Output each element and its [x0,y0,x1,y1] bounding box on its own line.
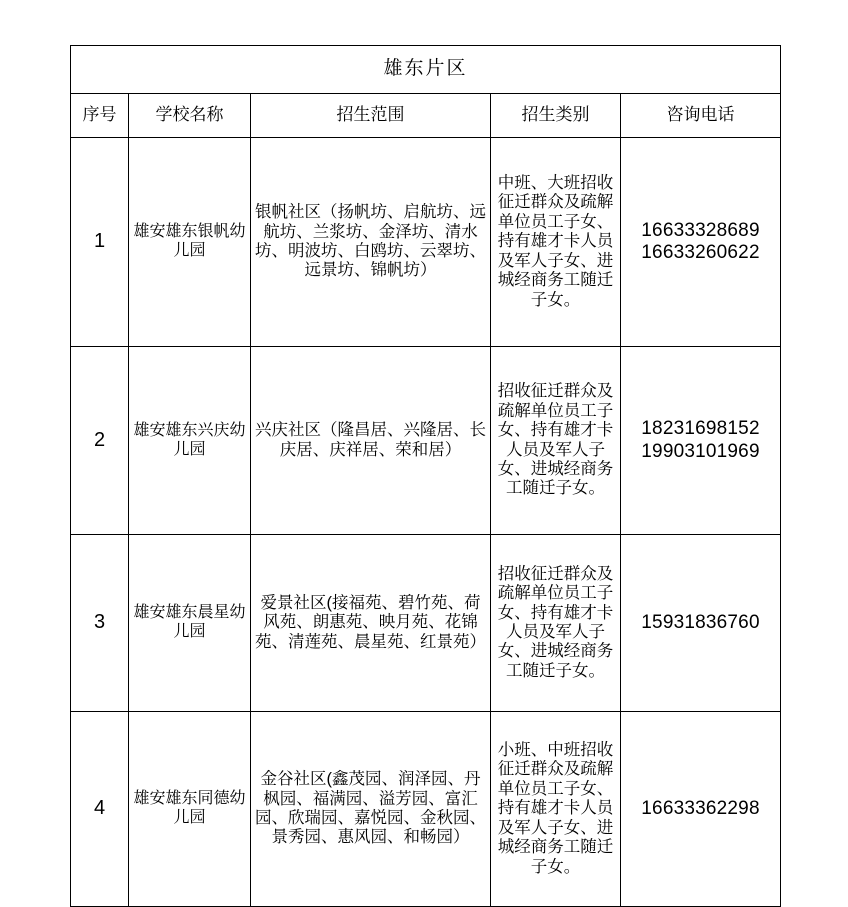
cell-index: 1 [71,138,129,347]
column-header-scope: 招生范围 [251,94,491,138]
cell-enrollment-type: 小班、中班招收征迁群众及疏解单位员工子女、持有雄才卡人员及军人子女、进城经商务工随迁子女。 [491,712,621,907]
table-title-row [71,46,781,94]
phone-number: 16633260622 [641,242,760,263]
column-header-index: 序号 [71,94,129,138]
phone-number: 19903101969 [641,440,760,462]
table-row [71,138,781,347]
column-header-school: 学校名称 [129,94,251,138]
table-container [70,45,780,907]
cell-contact-phone [621,535,781,712]
cell-school-name: 雄安雄东银帆幼儿园 [129,138,251,347]
cell-contact-phone [621,347,781,535]
enrollment-table [70,45,781,907]
column-header-type: 招生类别 [491,94,621,138]
cell-enrollment-type: 中班、大班招收征迁群众及疏解单位员工子女、持有雄才卡人员及军人子女、进城经商务工随迁子女。 [491,138,621,347]
cell-school-name: 雄安雄东同德幼儿园 [129,712,251,907]
cell-contact-phone [621,138,781,347]
cell-contact-phone [621,712,781,907]
cell-index: 2 [71,347,129,535]
table-header-row [71,94,781,138]
phone-number: 16633362298 [641,797,760,819]
phone-number: 16633328689 [641,219,760,241]
cell-enrollment-type: 招收征迁群众及疏解单位员工子女、持有雄才卡人员及军人子女、进城经商务工随迁子女。 [491,535,621,712]
cell-enrollment-scope: 爱景社区(接福苑、碧竹苑、荷风苑、朗惠苑、映月苑、花锦苑、清莲苑、晨星苑、红景苑） [251,535,491,712]
phone-number: 15931836760 [641,611,760,633]
cell-school-name: 雄安雄东兴庆幼儿园 [129,347,251,535]
table-row [71,535,781,712]
table-row [71,712,781,907]
cell-index: 4 [71,712,129,907]
table-title: 雄东片区 [71,46,781,94]
cell-enrollment-scope: 银帆社区（扬帆坊、启航坊、远航坊、兰浆坊、金泽坊、清水坊、明波坊、白鸥坊、云翠坊、远景坊、锦帆坊） [251,138,491,347]
cell-index: 3 [71,535,129,712]
cell-enrollment-type: 招收征迁群众及疏解单位员工子女、持有雄才卡人员及军人子女、进城经商务工随迁子女。 [491,347,621,535]
phone-number: 18231698152 [641,418,760,440]
cell-enrollment-scope: 金谷社区(鑫茂园、润泽园、丹枫园、福满园、溢芳园、富汇园、欣瑞园、嘉悦园、金秋园、景秀园、惠风园、和畅园） [251,712,491,907]
column-header-phone: 咨询电话 [621,94,781,138]
cell-school-name: 雄安雄东晨星幼儿园 [129,535,251,712]
cell-enrollment-scope: 兴庆社区（隆昌居、兴隆居、长庆居、庆祥居、荣和居） [251,347,491,535]
table-row [71,347,781,535]
